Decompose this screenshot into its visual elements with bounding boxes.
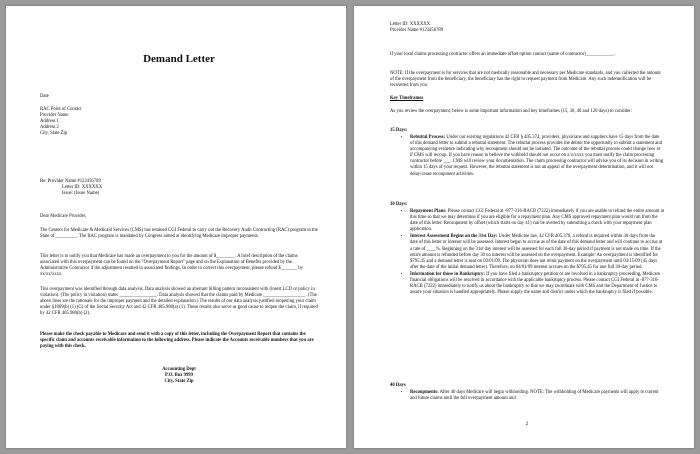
address-line: Provider Name (40, 113, 69, 119)
page-header (390, 22, 664, 34)
salutation: Dear Medicare Provider, (40, 214, 87, 219)
address-line: Address 1 (40, 119, 59, 125)
remit-address (40, 367, 318, 385)
item-label: Rebuttal Process: (410, 135, 446, 140)
list-item (410, 272, 664, 296)
paragraph: This letter is to notify you that Medicare has made an overpayment to you for the amount of $________. A brief description of the claims associated with this overpayment can be found on the "Overpayment Report" page and on the Explanation of Benefits provided by the Administrative Contractor if the adjustment resulted in associated findings. In order to correct this overpayment, please refund $_______ by xx/xx/xxxx. (40, 254, 303, 278)
list-item (410, 135, 664, 178)
letter-page-1 (6, 6, 346, 448)
item-label: Information for those in Bankruptcy: (410, 271, 485, 277)
list-30-days (390, 209, 664, 297)
letter-date: Date (40, 94, 49, 99)
item-label: Interest Assessment Begins on the 31st Day: (410, 234, 498, 240)
reference-line: Letter ID: XXXXXX (62, 185, 103, 191)
address-line: RAC Point of Contact (40, 107, 82, 112)
address-line: Address 2 (40, 125, 59, 131)
header-line: Letter ID: XXXXXX (390, 22, 431, 27)
item-label: Recoupments: (410, 390, 439, 395)
item-text: After 40 days Medicare will begin withholding. NOTE: The withholding of Medicare payments will apply to current and future claims until the full overpayment amount and (410, 390, 659, 402)
letter-page-2 (354, 6, 694, 448)
remit-line: P.O. Box 9999 (165, 373, 193, 379)
section-heading-40-days: 40 Days (390, 383, 406, 388)
address-line: City, State Zip (40, 131, 68, 137)
payment-instructions: Please make the check payable to Medicare and send it with a copy of this letter, including the Overpayment Report that contains the specific claim and accounts receivable information to the following address. Please indicate the Accounts receivable numbers that you are paying with this check. (40, 332, 314, 350)
item-text: Under our existing regulations 42 CFR § 405.374, providers, physicians and suppliers have 15 days from the date of this demand letter to submit a rebuttal statement. The rebuttal process provides the debtor the opportunity to submit a statement and accompanying evidence indicating why recoupment should not be initiated. The outcome of the rebuttal process could change how or if CMS will recoup. If you have reason to believe the withhold should not occur on x/x/xxxx you must notify the claim processing contractor before ___. CMS will review your documentation. The claim processing contractor will advise you of its decision in writing within 15 days of your request. However, the rebuttal statement is not an appeal of the overpayment determination, and it will not delay/cease recoupment activities. (410, 135, 664, 177)
list-item (410, 390, 664, 402)
item-text: If you have filed a bankruptcy petition or are involved in a bankruptcy proceeding, Medicare financial obligations will be resolved in accordance with the applicable bankruptcy process. Please contact CGI Federal at -877-316-RACB (7222) immediately to notify us about the bankruptcy so that we may coordinate with CMS and the Department of Justice to assure your situation is handled appropriately. Please supply the name and district under which the bankruptcy is filed if possible. (410, 271, 661, 296)
section-heading-30-days: 30 Days: (390, 202, 408, 207)
paragraph: If your local claims processing contractor offers an immediate offset option contact (name of contractor)____________. (390, 52, 616, 57)
key-timeframes-heading: Key Timeframes (390, 96, 424, 101)
page-number: 2 (525, 422, 529, 427)
section-heading-15-days: 15 Days: (390, 128, 408, 133)
list-item (410, 209, 664, 233)
letter-title: Demand Letter (143, 53, 215, 65)
header-line: Provider Name #123456789 (390, 28, 444, 34)
item-text: Please contact CGI Federal at -877-316-RACB (7222) immediately if you are unable to refund the entire amount at this time so that we may determine if you are eligible for a repayment plan. Any CMS approved repayment plan would run from the date of this letter. Recoupment by offset (which starts on day 41) can be averted by submitting a check with your repayment plan application. (410, 209, 664, 233)
list-15-days (390, 135, 664, 179)
paragraph: This overpayment was identified through data analysis. Data analysis showed an aberrant billing pattern inconsistent with (insert LCD or policy in violation). (The policy in violation) states ________________. Data analysis showed that the claims paid by Medicare __________________. (The above lines are the rationale for the improper payment and the detailed explanation.) The results of our data analysis justified reopening your claim under §1869(b) (1) (G) of the Social Security Act and 42 CFR 405.980(a) (1). These results also serve as good cause to reopen the claim, if required by 42 CFR 405.980(b) (2). (40, 287, 318, 317)
remit-line: City, State Zip (164, 379, 194, 385)
item-label: Repayment Plans: (410, 209, 447, 214)
reference-line: Issue: (Issue Name) (62, 191, 100, 197)
item-text: Under Medicare law, 42 CFR 405.378, a refund is required within 30 days from the date of this letter or interest will be assessed. Interest began to accrue as of the date of this demand letter and will continue to accrue at a rate of ____%. Beginning on the 31st day interest will be assessed for each full 30-day period if payment is not made on time. If the entire amount is refunded before day 30 no interest will be assessed on the overpayment. Example: An overpayment is identified for $795.45 and a demand letter is sent on 03/01/09. The physician does not remit payment on the overpayment until 04/15/09 (45 days after the date of the initial demand letter). Therefore, on 04/01/09 interest accrues on the $795.45 for one full 30-day period. (410, 234, 663, 270)
remit-line: Accounting Dept (162, 367, 196, 372)
note-paragraph: NOTE: If the overpayment is for services that are not medically reasonable and necessary per Medicare standards, and you collected the amount of the overpayment from the beneficiary, the beneficiary has the right to request payment from Medicare. Any such indemnification will be recovered from you. (390, 71, 661, 89)
list-40-days (390, 390, 664, 403)
paragraph: The Centers for Medicare & Medicaid Services (CMS) has retained CGI Federal to carry out the Recovery Audit Contracting (RAC) program in the State of _________. The RAC program is mandated by Congress aimed at identifying Medicare improper payments. (40, 228, 318, 240)
recipient-address (40, 107, 318, 137)
paragraph: As you review the overpayment, below is some important information and key timeframes (15, 30, 40 and 120 days) to consider: (390, 109, 633, 114)
list-item (410, 234, 664, 271)
reference-block (40, 179, 318, 197)
reference-line: Re: Provider Name #123456789 (40, 179, 101, 184)
